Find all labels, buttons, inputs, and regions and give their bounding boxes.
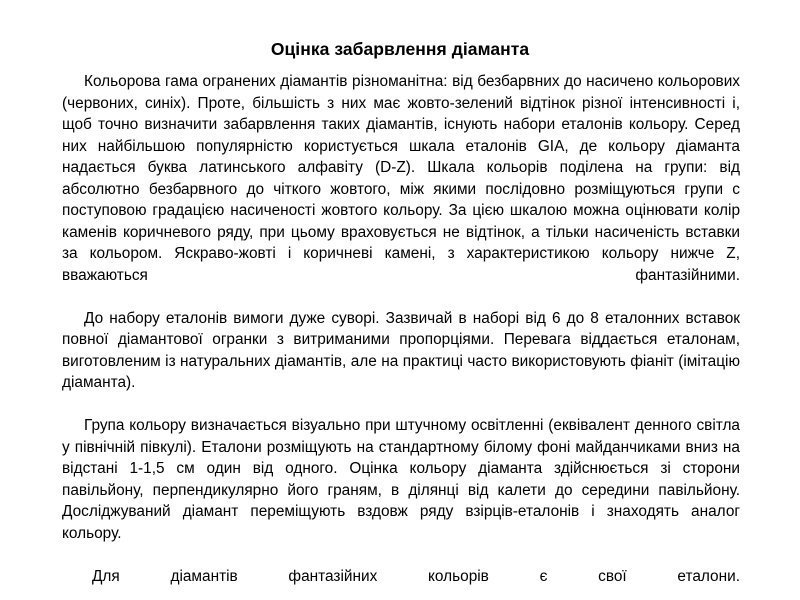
paragraph-2: До набору еталонів вимоги дуже суворі. Зазвичай в наборі від 6 до 8 еталонних вставок повної діамантової огранки з витриманими пропорціями. Перевага віддається еталонам, виготовленим із натуральних діамантів, але на практиці часто використовують фіаніт (імітацію діаманта).	[62, 309, 740, 391]
page-title: Оцінка забарвлення діаманта	[270, 38, 530, 59]
paragraph-3: Група кольору визначається візуально при штучному освітленні (еквівалент денного світла у північній півкулі). Еталони розміщують на стандартному білому фоні майданчиками вниз на відстані 1-1,5 см один від одного. Оцінка кольору діаманта здійснюється зі сторони павільйону, перпендикулярно його граням, в ділянці від калети до середини павільйону. Досліджуваний діамант переміщують вздовж ряду взірців-еталонів і знаходять аналог кольору.	[62, 417, 740, 542]
paragraph-4: Для діамантів фантазійних кольорів є свої еталони.	[92, 567, 740, 585]
document-body	[62, 71, 740, 600]
paragraph-1: Кольорова гама огранених діамантів різноманітна: від безбарвних до насичено кольорових (червоних, синіх). Проте, більшість з них має жовто-зелений відтінок різної інтенсивності і, щоб точно визначити забарвлення таких діамантів, існують набори еталонів кольору. Серед них найбільшою популярністю користується шкала еталонів GIA, де кольору діаманта надається буква латинського алфавіту (D-Z). Шкала кольорів поділена на групи: від абсолютно безбарвного до чіткого жовтого, між якими послідовно розміщуються групи с поступовою градацією насиченості жовтого кольору. За цією шкалою можна оцінювати колір каменів коричневого ряду, при цьому враховується не відтінок, а тільки насиченість вставки за кольором. Яскраво-жовті і коричневі камені, з характеристикою кольору нижче Z, вважаються фантазійними.	[62, 73, 740, 284]
